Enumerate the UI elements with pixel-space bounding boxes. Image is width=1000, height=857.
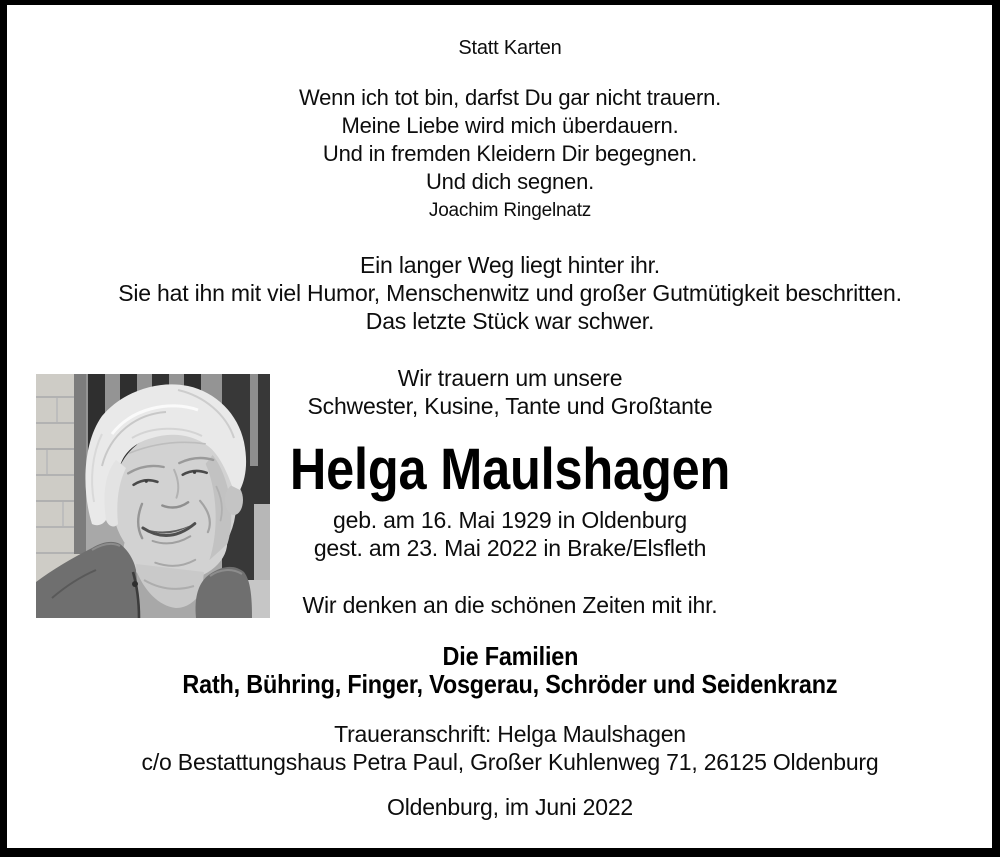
intro-line: Schwester, Kusine, Tante und Großtante <box>307 393 713 419</box>
address-line: c/o Bestattungshaus Petra Paul, Großer Kuhlenweg 71, 26125 Oldenburg <box>141 749 879 775</box>
poem-line: Und in fremden Kleidern Dir begegnen. <box>322 141 698 166</box>
poem-line: Wenn ich tot bin, darfst Du gar nicht trauern. <box>298 85 722 110</box>
frame-border-left <box>0 0 7 857</box>
mourning-address <box>20 720 1000 776</box>
deceased-name-text: Helga Maulshagen <box>289 437 731 502</box>
frame-border-bottom <box>0 848 1000 857</box>
poem-author: Joachim Ringelnatz <box>428 200 592 221</box>
families-names <box>20 670 1000 698</box>
poem-line: Meine Liebe wird mich überdauern. <box>341 113 679 138</box>
families-heading <box>20 642 1000 670</box>
life-dates <box>20 506 1000 562</box>
remembrance-line: Wir denken an die schönen Zeiten mit ihr. <box>302 592 718 618</box>
tribute-line: Das letzte Stück war schwer. <box>365 308 655 334</box>
frame-border-top <box>0 0 1000 5</box>
deceased-name <box>20 437 1000 503</box>
poem-line: Und dich segnen. <box>425 169 595 194</box>
tribute-line: Ein langer Weg liegt hinter ihr. <box>359 252 660 278</box>
header-statt-karten: Statt Karten <box>458 37 562 59</box>
death-date: gest. am 23. Mai 2022 in Brake/Elsfleth <box>313 535 707 561</box>
poem <box>20 84 1000 196</box>
mourning-intro <box>20 364 1000 420</box>
place-and-date: Oldenburg, im Juni 2022 <box>387 794 633 820</box>
tribute-passage <box>20 251 1000 335</box>
families-heading-text: Die Familien <box>442 641 578 671</box>
birth-date: geb. am 16. Mai 1929 in Oldenburg <box>333 507 687 533</box>
tribute-line: Sie hat ihn mit viel Humor, Menschenwitz und großer Gutmütigkeit beschritten. <box>118 280 902 306</box>
address-line: Traueranschrift: Helga Maulshagen <box>334 721 686 747</box>
intro-line: Wir trauern um unsere <box>397 365 623 391</box>
families-names-text: Rath, Bühring, Finger, Vosgerau, Schröder und Seidenkranz <box>182 669 838 699</box>
